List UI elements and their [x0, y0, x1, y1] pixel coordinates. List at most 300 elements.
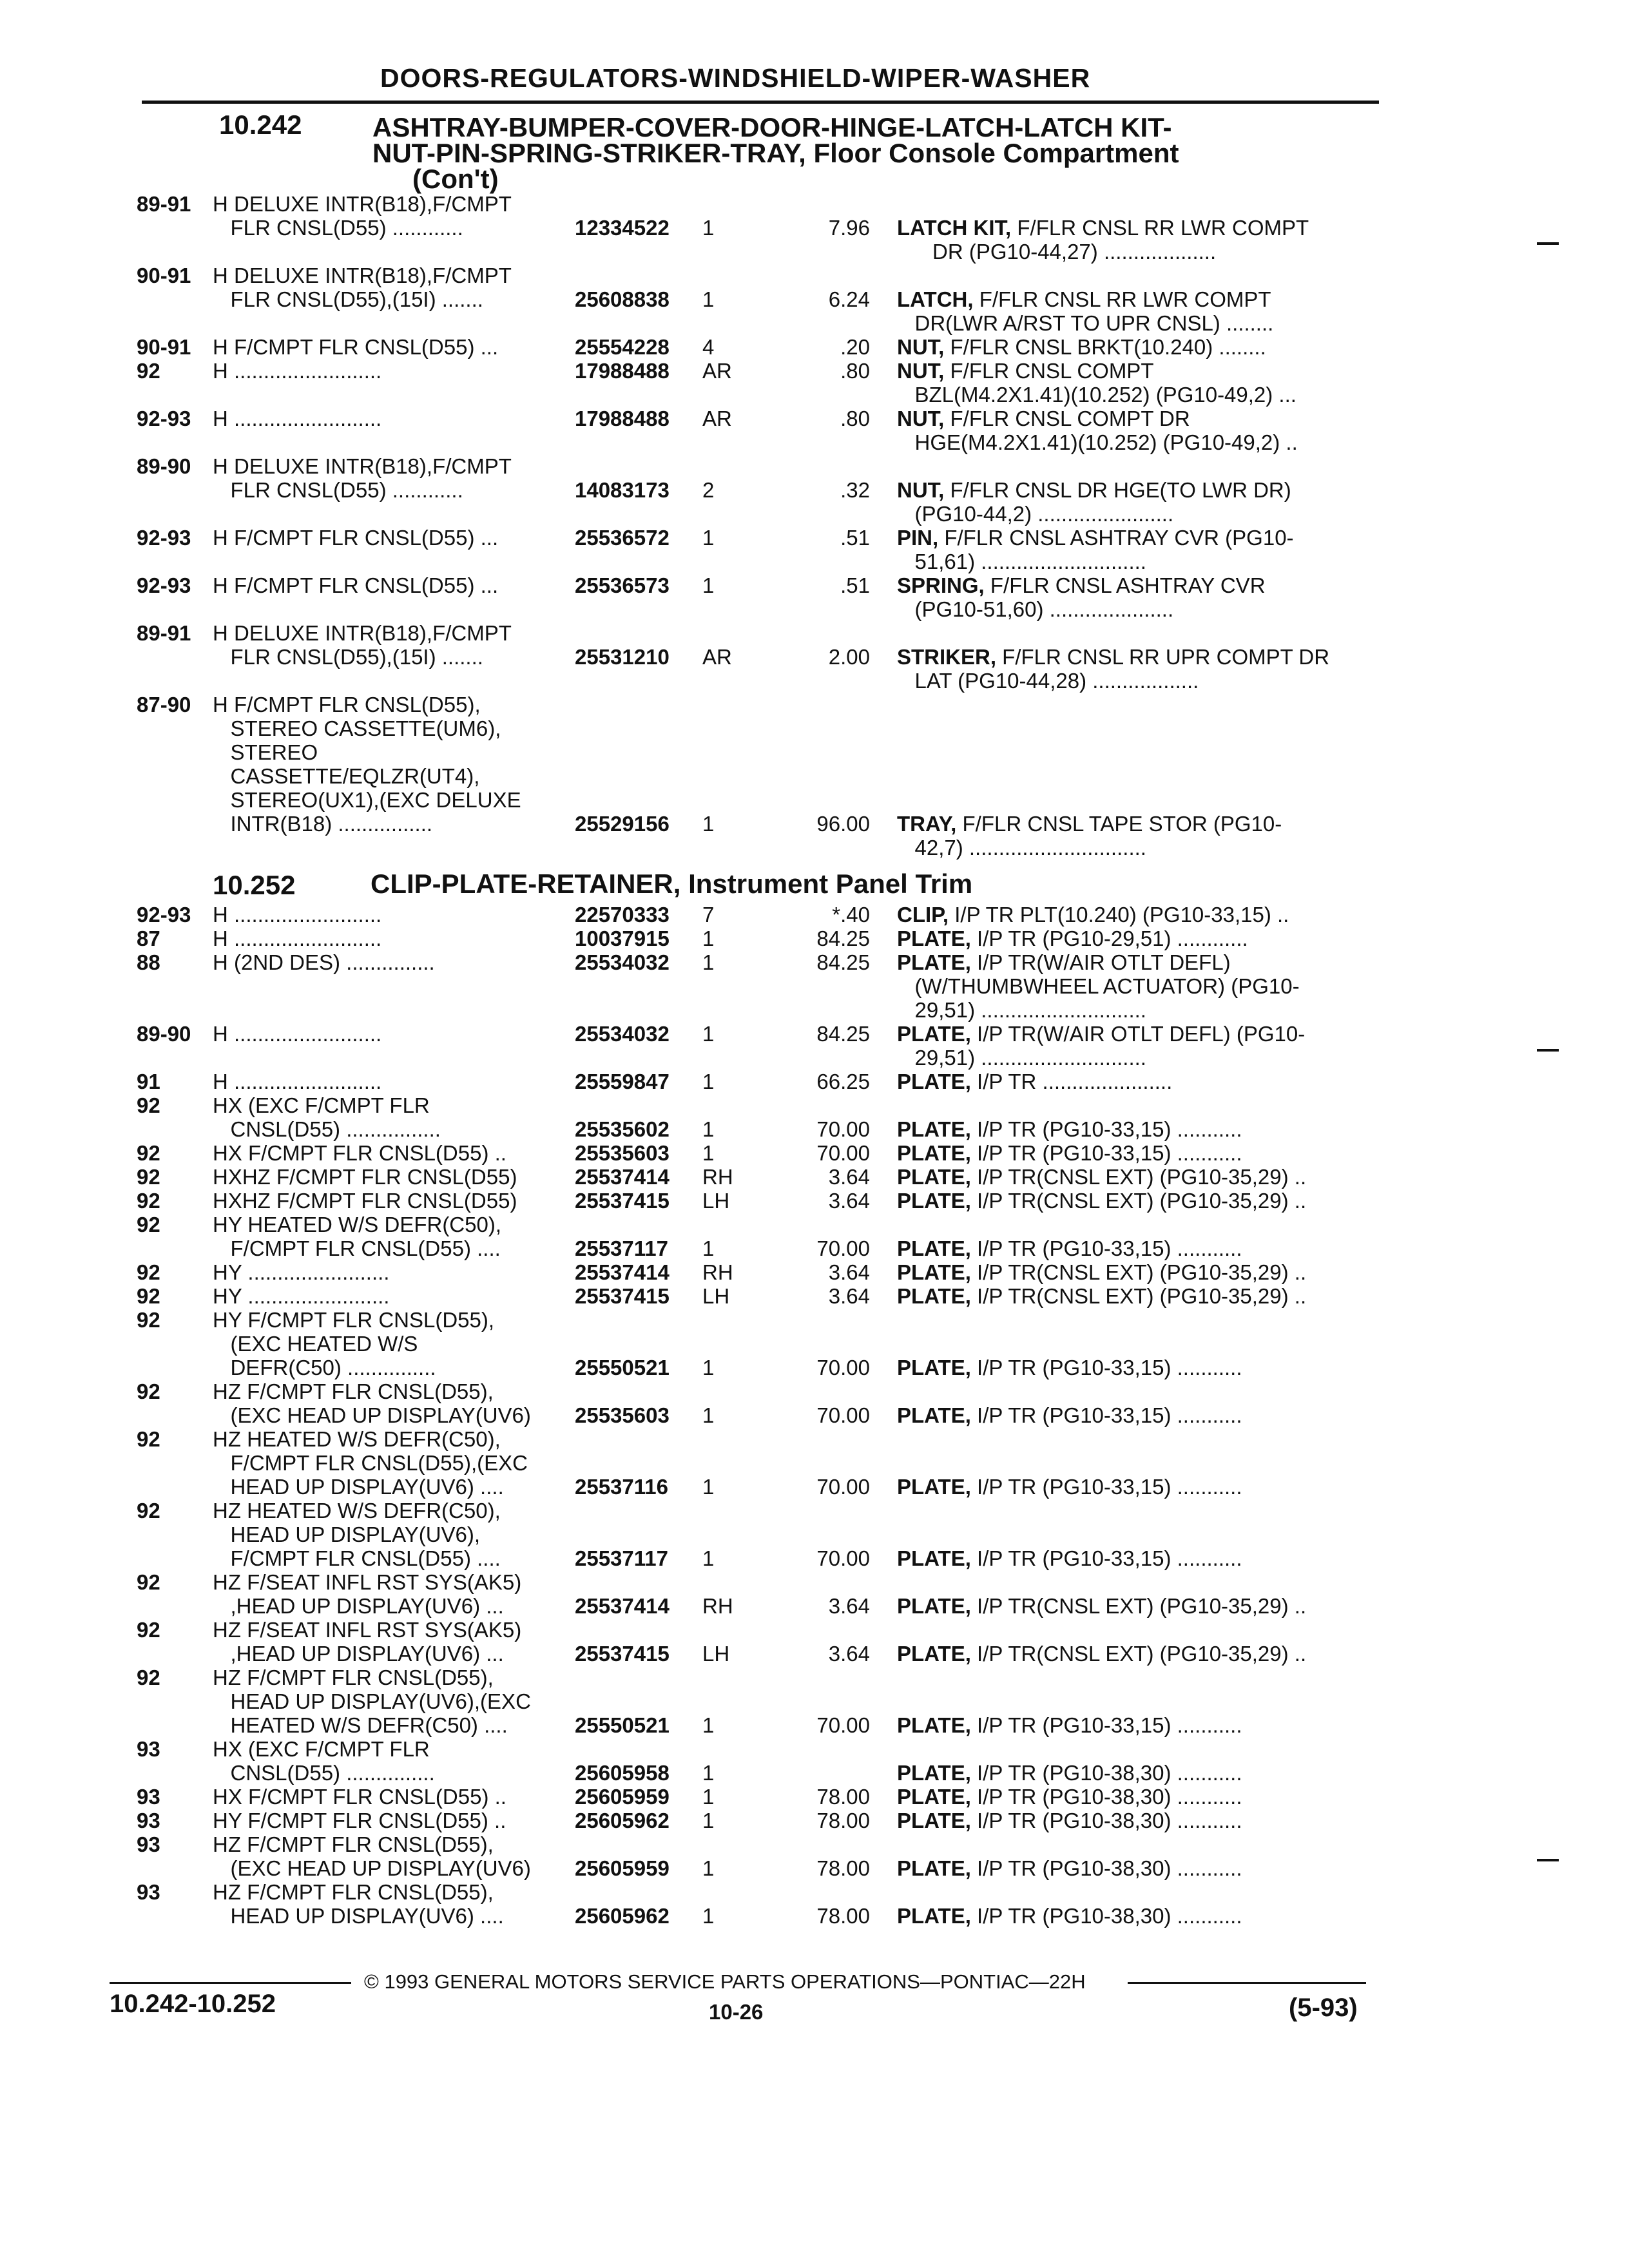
price: 70.00 [816, 1117, 870, 1141]
usage-description: ,HEAD UP DISPLAY(UV6) ... [213, 1594, 504, 1618]
part-name-rest: I/P TR(W/AIR OTLT DEFL) (PG10- [970, 1022, 1306, 1046]
part-name-bold: PLATE, [897, 1070, 971, 1093]
quantity: LH [702, 1642, 730, 1666]
model-years: 89-90 [137, 454, 191, 478]
part-name [897, 927, 1374, 950]
part-name [897, 502, 1374, 526]
part-name [897, 407, 1374, 430]
price: 84.25 [816, 1022, 870, 1046]
quantity: 7 [702, 903, 715, 927]
price: 84.25 [816, 950, 870, 974]
part-name-rest: I/P TR (PG10-33,15) ........... [970, 1403, 1242, 1427]
model-years: 92 [137, 1499, 160, 1523]
part-number: 25534032 [575, 950, 670, 974]
part-name-rest: F/FLR CNSL BRKT(10.240) ........ [944, 335, 1266, 359]
model-years: 93 [137, 1832, 160, 1856]
part-name-rest: I/P TR(CNSL EXT) (PG10-35,29) .. [970, 1594, 1307, 1618]
price: 78.00 [816, 1809, 870, 1832]
quantity: 1 [702, 287, 715, 311]
part-name-rest: F/FLR CNSL RR UPR COMPT DR [996, 645, 1330, 669]
usage-description: HX F/CMPT FLR CNSL(D55) .. [213, 1141, 506, 1165]
usage-description: STEREO(UX1),(EXC DELUXE [213, 788, 521, 812]
usage-description: HZ F/CMPT FLR CNSL(D55), [213, 1880, 494, 1904]
model-years: 92 [137, 1666, 160, 1689]
part-number: 25536572 [575, 526, 670, 550]
quantity: 1 [702, 526, 715, 550]
part-name-bold: LATCH, [897, 287, 974, 311]
usage-description: H ......................... [213, 359, 382, 383]
section-title-line2-rest: Floor Console Compartment [805, 138, 1179, 168]
quantity: 1 [702, 1141, 715, 1165]
usage-description: HEAD UP DISPLAY(UV6), [213, 1523, 481, 1546]
model-years: 92 [137, 1165, 160, 1189]
model-years: 93 [137, 1785, 160, 1809]
part-name-rest: I/P TR (PG10-33,15) ........... [970, 1141, 1242, 1165]
quantity: 1 [702, 1785, 715, 1809]
part-name [897, 1284, 1374, 1308]
part-name [897, 240, 1374, 264]
part-name-rest: LAT (PG10-44,28) .................. [897, 669, 1199, 693]
part-name-rest: 29,51) ............................ [897, 998, 1146, 1022]
usage-description: F/CMPT FLR CNSL(D55) .... [213, 1236, 501, 1260]
part-name-bold: PLATE, [897, 1117, 971, 1141]
part-name-rest: F/FLR CNSL DR HGE(TO LWR DR) [944, 478, 1291, 502]
part-name-rest: I/P TR (PG10-38,30) ........... [970, 1761, 1242, 1785]
quantity: 1 [702, 1904, 715, 1928]
usage-description: H ......................... [213, 1022, 382, 1046]
part-number: 14083173 [575, 478, 670, 502]
part-name-rest: F/FLR CNSL RR LWR COMPT [973, 287, 1271, 311]
usage-description: HX F/CMPT FLR CNSL(D55) .. [213, 1785, 506, 1809]
price: 3.64 [828, 1260, 870, 1284]
quantity: RH [702, 1165, 733, 1189]
part-name-bold: PLATE, [897, 1761, 971, 1785]
price: 78.00 [816, 1785, 870, 1809]
quantity: AR [702, 645, 732, 669]
quantity: 1 [702, 1713, 715, 1737]
model-years: 92-93 [137, 407, 191, 430]
part-name-rest: 51,61) ............................ [897, 550, 1146, 573]
usage-description: DEFR(C50) ............... [213, 1356, 436, 1379]
quantity: RH [702, 1594, 733, 1618]
part-name-bold: PLATE, [897, 1236, 971, 1260]
usage-description: (EXC HEATED W/S [213, 1332, 418, 1356]
usage-description: FLR CNSL(D55),(15I) ....... [213, 287, 483, 311]
price: 70.00 [816, 1141, 870, 1165]
part-name [897, 1904, 1374, 1928]
usage-description: HY ........................ [213, 1284, 390, 1308]
part-number: 25529156 [575, 812, 670, 836]
part-name-bold: PLATE, [897, 1403, 971, 1427]
usage-description: H ......................... [213, 927, 382, 950]
usage-description: H F/CMPT FLR CNSL(D55) ... [213, 335, 499, 359]
part-name-bold: PLATE, [897, 950, 971, 974]
part-name [897, 1046, 1374, 1070]
quantity: 1 [702, 1356, 715, 1379]
model-years: 92-93 [137, 573, 191, 597]
price: 7.96 [828, 216, 870, 240]
part-name-bold: NUT, [897, 335, 945, 359]
usage-description: HEAD UP DISPLAY(UV6),(EXC [213, 1689, 531, 1713]
model-years: 92 [137, 1618, 160, 1642]
part-name-rest: (PG10-44,2) ....................... [897, 502, 1174, 526]
section-title-line3: (Con't) [412, 164, 499, 194]
part-name-bold: PLATE, [897, 1189, 971, 1213]
part-name [897, 903, 1374, 927]
part-name-rest: BZL(M4.2X1.41)(10.252) (PG10-49,2) ... [897, 383, 1296, 407]
model-years: 93 [137, 1737, 160, 1761]
part-name [897, 1761, 1374, 1785]
section-title-rest: Instrument Panel Trim [680, 869, 973, 899]
section-number: 10.252 [213, 870, 296, 900]
usage-description: (EXC HEAD UP DISPLAY(UV6) [213, 1856, 531, 1880]
quantity: RH [702, 1260, 733, 1284]
usage-description: HZ F/CMPT FLR CNSL(D55), [213, 1832, 494, 1856]
usage-description: H DELUXE INTR(B18),F/CMPT [213, 264, 512, 287]
part-name-bold: PLATE, [897, 1475, 971, 1499]
part-number: 25537414 [575, 1260, 670, 1284]
usage-description: CNSL(D55) ............... [213, 1761, 435, 1785]
usage-description: H DELUXE INTR(B18),F/CMPT [213, 454, 512, 478]
quantity: LH [702, 1189, 730, 1213]
part-number: 12334522 [575, 216, 670, 240]
price: .51 [840, 573, 870, 597]
section-title-line2-bold: NUT-PIN-SPRING-STRIKER-TRAY, [372, 138, 806, 168]
part-number: 25537414 [575, 1165, 670, 1189]
price: .51 [840, 526, 870, 550]
part-number: 25537116 [575, 1475, 669, 1499]
price: .80 [840, 407, 870, 430]
price: .80 [840, 359, 870, 383]
model-years: 92 [137, 1213, 160, 1236]
price: 84.25 [816, 927, 870, 950]
usage-description: STEREO CASSETTE(UM6), [213, 716, 501, 740]
section-title-line2 [372, 140, 1179, 166]
usage-description: HY F/CMPT FLR CNSL(D55) .. [213, 1809, 506, 1832]
part-name-rest: I/P TR (PG10-33,15) ........... [970, 1713, 1242, 1737]
quantity: 1 [702, 1546, 715, 1570]
price: 3.64 [828, 1189, 870, 1213]
price: .20 [840, 335, 870, 359]
part-name-rest: DR (PG10-44,27) ................... [897, 240, 1217, 264]
model-years: 92 [137, 1189, 160, 1213]
usage-description: H F/CMPT FLR CNSL(D55) ... [213, 573, 499, 597]
part-name-bold: NUT, [897, 359, 945, 383]
part-name-bold: PLATE, [897, 1594, 971, 1618]
part-name [897, 1165, 1374, 1189]
part-name-bold: PLATE, [897, 1141, 971, 1165]
quantity: 1 [702, 1403, 715, 1427]
part-number: 25608838 [575, 287, 670, 311]
part-name [897, 950, 1374, 974]
part-number: 25531210 [575, 645, 670, 669]
part-name-rest: I/P TR(CNSL EXT) (PG10-35,29) .. [970, 1189, 1307, 1213]
model-years: 87-90 [137, 693, 191, 716]
part-name-rest: I/P TR(CNSL EXT) (PG10-35,29) .. [970, 1165, 1307, 1189]
quantity: LH [702, 1284, 730, 1308]
usage-description: FLR CNSL(D55) ............ [213, 216, 463, 240]
footer-copyright: © 1993 GENERAL MOTORS SERVICE PARTS OPERATIONS—PONTIAC—22H [364, 1970, 1086, 1993]
part-name [897, 1785, 1374, 1809]
part-number: 25535603 [575, 1403, 670, 1427]
part-name-bold: PLATE, [897, 927, 971, 950]
part-name [897, 669, 1374, 693]
section-title-bold: CLIP-PLATE-RETAINER, [371, 869, 681, 899]
usage-description: H DELUXE INTR(B18),F/CMPT [213, 621, 512, 645]
part-name [897, 311, 1374, 335]
usage-description: HEAD UP DISPLAY(UV6) .... [213, 1475, 504, 1499]
part-number: 17988488 [575, 407, 670, 430]
quantity: 1 [702, 1475, 715, 1499]
model-years: 89-91 [137, 192, 191, 216]
part-name [897, 1713, 1374, 1737]
price: 3.64 [828, 1284, 870, 1308]
part-name-rest: I/P TR (PG10-33,15) ........... [970, 1475, 1242, 1499]
part-name-bold: PLATE, [897, 1260, 971, 1284]
part-name-rest: F/FLR CNSL RR LWR COMPT [1011, 216, 1309, 240]
footer-rule-right [1128, 1982, 1366, 1984]
part-number: 10037915 [575, 927, 670, 950]
part-name [897, 998, 1374, 1022]
model-years: 88 [137, 950, 160, 974]
part-name [897, 1117, 1374, 1141]
part-name-rest: F/FLR CNSL TAPE STOR (PG10- [956, 812, 1282, 836]
quantity: 1 [702, 950, 715, 974]
part-number: 25605959 [575, 1856, 670, 1880]
price: 3.64 [828, 1642, 870, 1666]
usage-description: HZ HEATED W/S DEFR(C50), [213, 1499, 501, 1523]
part-number: 25605958 [575, 1761, 670, 1785]
price: 2.00 [828, 645, 870, 669]
quantity: 4 [702, 335, 715, 359]
part-number: 25537414 [575, 1594, 670, 1618]
footer-section-range: 10.242-10.252 [110, 1990, 276, 2018]
part-name [897, 1022, 1374, 1046]
price: 70.00 [816, 1475, 870, 1499]
section-title [372, 112, 1179, 194]
quantity: 1 [702, 1809, 715, 1832]
part-name [897, 383, 1374, 407]
part-name-bold: PLATE, [897, 1022, 971, 1046]
price: 70.00 [816, 1546, 870, 1570]
part-name [897, 573, 1374, 597]
part-number: 25605962 [575, 1809, 670, 1832]
part-name-rest: F/FLR CNSL ASHTRAY CVR (PG10- [938, 526, 1294, 550]
part-name [897, 550, 1374, 573]
part-number: 25559847 [575, 1070, 670, 1093]
part-name [897, 597, 1374, 621]
part-number: 25536573 [575, 573, 670, 597]
margin-mark [1537, 1049, 1559, 1052]
part-name-bold: CLIP, [897, 903, 949, 927]
usage-description: F/CMPT FLR CNSL(D55) .... [213, 1546, 501, 1570]
model-years: 93 [137, 1809, 160, 1832]
quantity: AR [702, 407, 732, 430]
part-name-bold: PLATE, [897, 1356, 971, 1379]
price: 3.64 [828, 1594, 870, 1618]
model-years: 92-93 [137, 903, 191, 927]
part-number: 25554228 [575, 335, 670, 359]
part-name-bold: PLATE, [897, 1165, 971, 1189]
part-name-rest: (W/THUMBWHEEL ACTUATOR) (PG10- [897, 974, 1300, 998]
usage-description: H (2ND DES) ............... [213, 950, 435, 974]
model-years: 92 [137, 1308, 160, 1332]
part-number: 25550521 [575, 1356, 670, 1379]
part-name-rest: I/P TR ...................... [970, 1070, 1173, 1093]
model-years: 93 [137, 1880, 160, 1904]
quantity: 1 [702, 1117, 715, 1141]
part-name-bold: PLATE, [897, 1642, 971, 1666]
part-name-rest: F/FLR CNSL COMPT DR [944, 407, 1190, 430]
price: 70.00 [816, 1356, 870, 1379]
part-name-bold: NUT, [897, 478, 945, 502]
part-name-rest: I/P TR (PG10-33,15) ........... [970, 1236, 1242, 1260]
part-name [897, 1594, 1374, 1618]
usage-description: INTR(B18) ................ [213, 812, 433, 836]
margin-mark [1537, 242, 1559, 245]
part-name [897, 1260, 1374, 1284]
part-name-rest: I/P TR (PG10-33,15) ........... [970, 1356, 1242, 1379]
part-name-rest: I/P TR (PG10-38,30) ........... [970, 1856, 1242, 1880]
price: 70.00 [816, 1236, 870, 1260]
quantity: 1 [702, 927, 715, 950]
part-name-rest: I/P TR (PG10-29,51) ............ [970, 927, 1248, 950]
page-header-title: DOORS-REGULATORS-WINDSHIELD-WIPER-WASHER [380, 63, 1091, 93]
part-name-bold: PLATE, [897, 1856, 971, 1880]
model-years: 90-91 [137, 335, 191, 359]
part-name [897, 836, 1374, 860]
footer-page-number: 10-26 [709, 2000, 764, 2024]
part-name-rest: (PG10-51,60) ..................... [897, 597, 1174, 621]
part-number: 25537117 [575, 1546, 669, 1570]
part-name-bold: STRIKER, [897, 645, 997, 669]
part-name [897, 1475, 1374, 1499]
section-title [371, 871, 972, 897]
model-years: 92 [137, 1379, 160, 1403]
usage-description: HY ........................ [213, 1260, 390, 1284]
part-name-rest: 42,7) .............................. [897, 836, 1146, 860]
footer-date-code: (5-93) [1289, 1994, 1358, 2022]
quantity: 2 [702, 478, 715, 502]
part-number: 25537117 [575, 1236, 669, 1260]
part-name-bold: PLATE, [897, 1785, 971, 1809]
part-name [897, 1356, 1374, 1379]
usage-description: H ......................... [213, 407, 382, 430]
part-name [897, 287, 1374, 311]
price: 96.00 [816, 812, 870, 836]
part-name-bold: LATCH KIT, [897, 216, 1012, 240]
usage-description: HEATED W/S DEFR(C50) .... [213, 1713, 508, 1737]
footer-rule-left [110, 1982, 351, 1984]
quantity: 1 [702, 1761, 715, 1785]
usage-description: HZ F/SEAT INFL RST SYS(AK5) [213, 1618, 522, 1642]
part-name [897, 216, 1374, 240]
price: 78.00 [816, 1856, 870, 1880]
price: 70.00 [816, 1403, 870, 1427]
quantity: AR [702, 359, 732, 383]
header-rule [142, 101, 1379, 104]
margin-mark [1537, 1859, 1559, 1861]
part-name-rest: I/P TR PLT(10.240) (PG10-33,15) .. [949, 903, 1289, 927]
part-number: 25535603 [575, 1141, 670, 1165]
part-name [897, 335, 1374, 359]
model-years: 91 [137, 1070, 160, 1093]
part-number: 25605959 [575, 1785, 670, 1809]
usage-description: H ......................... [213, 1070, 382, 1093]
part-name-rest: I/P TR (PG10-38,30) ........... [970, 1904, 1242, 1928]
price: 70.00 [816, 1713, 870, 1737]
part-number: 25537415 [575, 1284, 670, 1308]
model-years: 90-91 [137, 264, 191, 287]
model-years: 92 [137, 1427, 160, 1451]
price: 3.64 [828, 1165, 870, 1189]
usage-description: HZ F/SEAT INFL RST SYS(AK5) [213, 1570, 522, 1594]
quantity: 1 [702, 1022, 715, 1046]
part-number: 25605962 [575, 1904, 670, 1928]
part-number: 25534032 [575, 1022, 670, 1046]
price: .32 [840, 478, 870, 502]
part-name [897, 1546, 1374, 1570]
part-name-bold: PLATE, [897, 1284, 971, 1308]
part-number: 25535602 [575, 1117, 670, 1141]
part-name-rest: DR(LWR A/RST TO UPR CNSL) ........ [897, 311, 1274, 335]
section-title-line1: ASHTRAY-BUMPER-COVER-DOOR-HINGE-LATCH-LATCH KIT- [372, 112, 1172, 142]
part-name-bold: PLATE, [897, 1809, 971, 1832]
part-name [897, 526, 1374, 550]
usage-description: (EXC HEAD UP DISPLAY(UV6) [213, 1403, 531, 1427]
part-name [897, 1070, 1374, 1093]
usage-description: ,HEAD UP DISPLAY(UV6) ... [213, 1642, 504, 1666]
part-name-bold: TRAY, [897, 812, 957, 836]
part-name-rest: I/P TR (PG10-33,15) ........... [970, 1117, 1242, 1141]
part-name-rest: 29,51) ............................ [897, 1046, 1146, 1070]
part-name [897, 1189, 1374, 1213]
usage-description: CNSL(D55) ................ [213, 1117, 441, 1141]
price: 6.24 [828, 287, 870, 311]
part-name [897, 974, 1374, 998]
part-number: 17988488 [575, 359, 670, 383]
model-years: 92 [137, 1093, 160, 1117]
part-name-rest: I/P TR(CNSL EXT) (PG10-35,29) .. [970, 1284, 1307, 1308]
part-name-bold: NUT, [897, 407, 945, 430]
quantity: 1 [702, 1236, 715, 1260]
part-name-bold: PLATE, [897, 1713, 971, 1737]
usage-description: F/CMPT FLR CNSL(D55),(EXC [213, 1451, 528, 1475]
quantity: 1 [702, 1856, 715, 1880]
usage-description: HX (EXC F/CMPT FLR [213, 1093, 430, 1117]
part-name [897, 478, 1374, 502]
usage-description: HXHZ F/CMPT FLR CNSL(D55) [213, 1165, 517, 1189]
usage-description: H DELUXE INTR(B18),F/CMPT [213, 192, 512, 216]
model-years: 92 [137, 1570, 160, 1594]
part-name [897, 1236, 1374, 1260]
part-name-rest: I/P TR (PG10-38,30) ........... [970, 1785, 1242, 1809]
part-number: 25537415 [575, 1189, 670, 1213]
part-name-rest: F/FLR CNSL ASHTRAY CVR [984, 573, 1266, 597]
usage-description: HZ F/CMPT FLR CNSL(D55), [213, 1666, 494, 1689]
usage-description: FLR CNSL(D55) ............ [213, 478, 463, 502]
part-name-rest: I/P TR(CNSL EXT) (PG10-35,29) .. [970, 1642, 1307, 1666]
model-years: 92-93 [137, 526, 191, 550]
price: *.40 [832, 903, 870, 927]
usage-description: HZ HEATED W/S DEFR(C50), [213, 1427, 501, 1451]
price: 66.25 [816, 1070, 870, 1093]
model-years: 92 [137, 1141, 160, 1165]
part-name-rest: F/FLR CNSL COMPT [944, 359, 1154, 383]
part-name-bold: PIN, [897, 526, 939, 550]
part-name-bold: SPRING, [897, 573, 985, 597]
usage-description: H ......................... [213, 903, 382, 927]
